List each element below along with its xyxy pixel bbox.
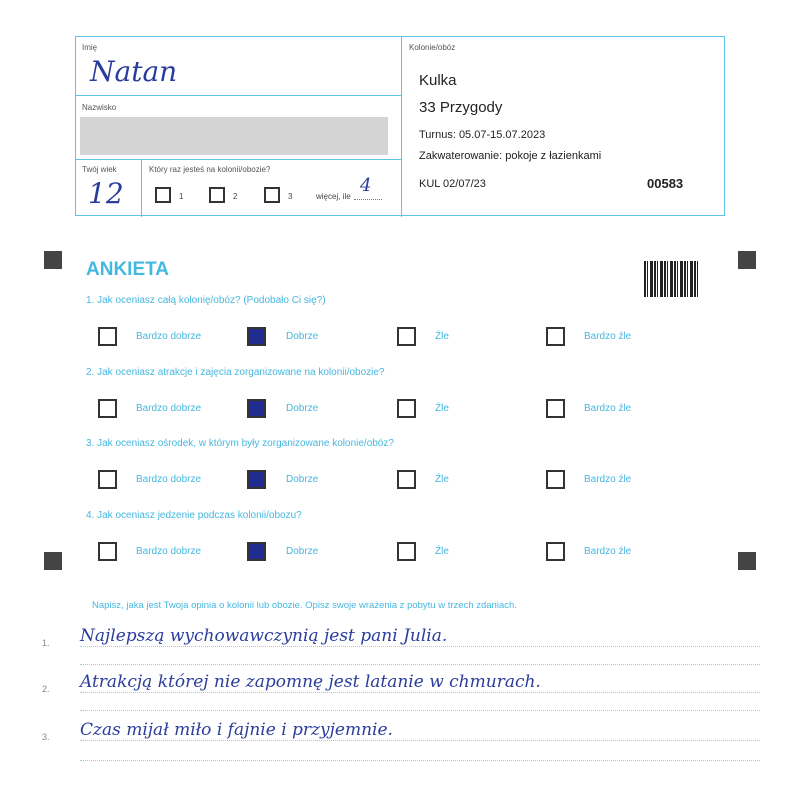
registration-marker-bl bbox=[44, 552, 62, 570]
q3-label-bardzo-dobrze: Bardzo dobrze bbox=[136, 474, 202, 485]
kolonie-label: Kolonie/obóz bbox=[409, 43, 456, 52]
question-3-text: 3. Jak oceniasz ośrodek, w którym były zorganizowane kolonie/obóz? bbox=[86, 438, 394, 449]
turnus: Turnus: 05.07-15.07.2023 bbox=[419, 129, 546, 141]
registration-marker-br bbox=[738, 552, 756, 570]
q2-label-dobrze: Dobrze bbox=[286, 403, 319, 414]
visit-1-label: 1 bbox=[179, 192, 184, 201]
zakwaterowanie: Zakwaterowanie: pokoje z łazienkami bbox=[419, 150, 602, 162]
q4-option-zle[interactable] bbox=[397, 542, 416, 561]
q1-label-bardzo-zle: Bardzo źle bbox=[584, 331, 632, 342]
q4-option-bardzo-dobrze[interactable] bbox=[98, 542, 117, 561]
opinion-prompt: Napisz, jaka jest Twoja opinia o kolonii lub obozie. Opisz swoje wrażenia z pobytu w trzech zdaniach. bbox=[92, 600, 517, 611]
q2-option-bardzo-zle[interactable] bbox=[546, 399, 565, 418]
opinion-line-1-rule bbox=[80, 646, 760, 647]
opinion-line-1-text[interactable]: Najlepszą wychowawczynią jest pani Julia. bbox=[80, 626, 448, 646]
q1-option-dobrze[interactable] bbox=[247, 327, 266, 346]
q3-option-zle[interactable] bbox=[397, 470, 416, 489]
wiek-value[interactable]: 12 bbox=[88, 177, 124, 210]
q1-option-zle[interactable] bbox=[397, 327, 416, 346]
q1-label-dobrze: Dobrze bbox=[286, 331, 319, 342]
header-divider-vertical bbox=[401, 37, 402, 217]
imie-value[interactable]: Natan bbox=[90, 55, 178, 88]
q2-option-zle[interactable] bbox=[397, 399, 416, 418]
q3-option-dobrze[interactable] bbox=[247, 470, 266, 489]
camp-name: Kulka bbox=[419, 72, 457, 89]
imie-label: Imię bbox=[82, 43, 98, 52]
registration-marker-tl bbox=[44, 251, 62, 269]
visit-1-checkbox[interactable] bbox=[155, 187, 171, 203]
opinion-line-3-rule bbox=[80, 740, 760, 741]
nazwisko-label: Nazwisko bbox=[82, 103, 117, 112]
question-4-text: 4. Jak oceniasz jedzenie podczas kolonii/obozu? bbox=[86, 510, 302, 521]
q3-option-bardzo-dobrze[interactable] bbox=[98, 470, 117, 489]
q2-label-bardzo-zle: Bardzo źle bbox=[584, 403, 632, 414]
visit-2-checkbox[interactable] bbox=[209, 187, 225, 203]
q4-option-bardzo-zle[interactable] bbox=[546, 542, 565, 561]
ktory-raz-label: Który raz jesteś na kolonii/obozie? bbox=[149, 165, 271, 174]
header-box bbox=[75, 36, 725, 216]
opinion-line-2-rule bbox=[80, 692, 760, 693]
registration-marker-tr bbox=[738, 251, 756, 269]
camp-program: 33 Przygody bbox=[419, 99, 503, 116]
visit-2-label: 2 bbox=[233, 192, 238, 201]
opinion-line-3b-rule bbox=[80, 760, 760, 761]
q1-label-zle: Źle bbox=[435, 331, 449, 342]
q2-option-bardzo-dobrze[interactable] bbox=[98, 399, 117, 418]
opinion-line-2-number: 2. bbox=[42, 684, 50, 694]
q1-option-bardzo-zle[interactable] bbox=[546, 327, 565, 346]
q2-label-zle: Źle bbox=[435, 403, 449, 414]
q3-label-dobrze: Dobrze bbox=[286, 474, 319, 485]
visit-3-label: 3 bbox=[288, 192, 293, 201]
q4-label-bardzo-dobrze: Bardzo dobrze bbox=[136, 546, 202, 557]
q1-option-bardzo-dobrze[interactable] bbox=[98, 327, 117, 346]
barcode bbox=[644, 261, 700, 297]
wiecej-value[interactable]: 4 bbox=[360, 175, 372, 196]
header-divider-2 bbox=[76, 159, 401, 160]
survey-title: ANKIETA bbox=[86, 259, 170, 280]
wiek-label: Twój wiek bbox=[82, 165, 117, 174]
header-divider-1 bbox=[76, 95, 401, 96]
q2-option-dobrze[interactable] bbox=[247, 399, 266, 418]
question-2-text: 2. Jak oceniasz atrakcje i zajęcia zorganizowane na kolonii/obozie? bbox=[86, 367, 385, 378]
q3-label-zle: Źle bbox=[435, 474, 449, 485]
q4-label-zle: Źle bbox=[435, 546, 449, 557]
nazwisko-redacted bbox=[80, 117, 388, 155]
visit-3-checkbox[interactable] bbox=[264, 187, 280, 203]
form-number: 00583 bbox=[647, 176, 684, 191]
q1-label-bardzo-dobrze: Bardzo dobrze bbox=[136, 331, 202, 342]
wiecej-label: więcej, ile bbox=[316, 192, 351, 201]
header-divider-3 bbox=[141, 159, 142, 217]
q2-label-bardzo-dobrze: Bardzo dobrze bbox=[136, 403, 202, 414]
opinion-line-3-text[interactable]: Czas mijał miło i fajnie i przyjemnie. bbox=[80, 720, 393, 740]
wiecej-line bbox=[354, 199, 382, 200]
turnus-code: KUL 02/07/23 bbox=[419, 178, 486, 190]
opinion-line-2-text[interactable]: Atrakcją której nie zapomnę jest latanie w chmurach. bbox=[80, 672, 541, 692]
opinion-line-3-number: 3. bbox=[42, 732, 50, 742]
opinion-line-1b-rule bbox=[80, 664, 760, 665]
q4-label-bardzo-zle: Bardzo źle bbox=[584, 546, 632, 557]
question-1-text: 1. Jak oceniasz całą kolonię/obóz? (Podobało Ci się?) bbox=[86, 295, 326, 306]
q4-label-dobrze: Dobrze bbox=[286, 546, 319, 557]
q3-option-bardzo-zle[interactable] bbox=[546, 470, 565, 489]
opinion-line-2b-rule bbox=[80, 710, 760, 711]
q3-label-bardzo-zle: Bardzo źle bbox=[584, 474, 632, 485]
opinion-line-1-number: 1. bbox=[42, 638, 50, 648]
q4-option-dobrze[interactable] bbox=[247, 542, 266, 561]
